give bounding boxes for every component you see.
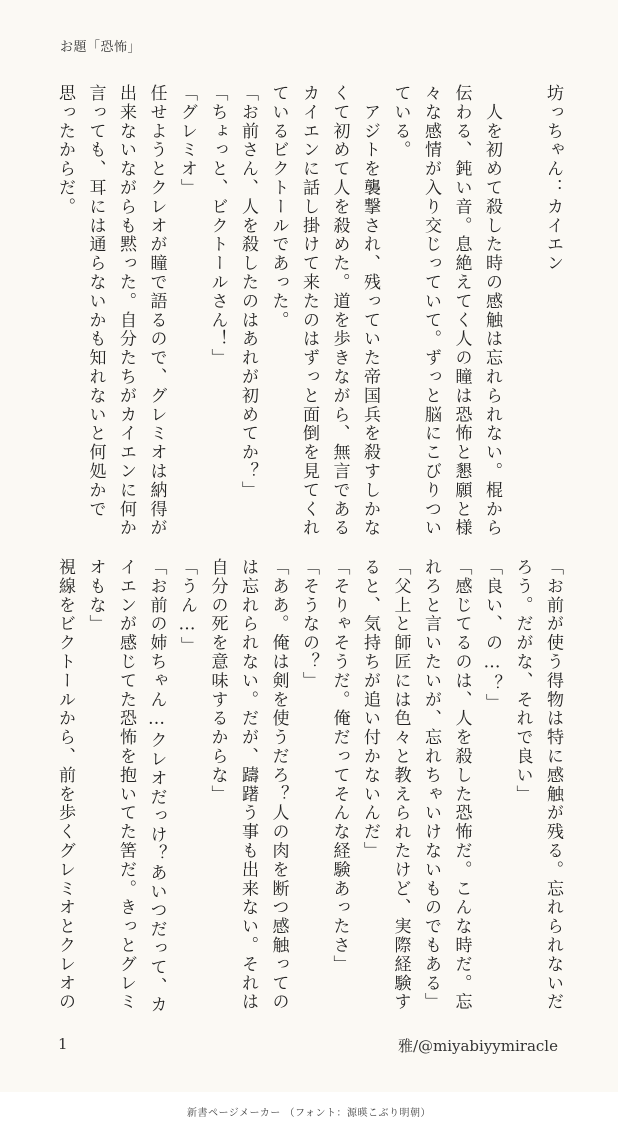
text-line: 任せようとクレオが瞳で語るので、グレミオは納得が <box>146 84 167 538</box>
text-line: 「うん…」 <box>177 558 197 656</box>
text-line: 々な感情が入り交じっていて。ずっと脳にこびりつい <box>421 84 441 538</box>
text-line: アジトを襲撃され、残っていた帝国兵を殺すしかな <box>360 84 380 538</box>
text-line: 思ったからだ。 <box>55 84 75 217</box>
text-line: ているビクトールであった。 <box>268 84 289 330</box>
text-column-top <box>50 84 569 538</box>
text-line: 「そりゃそうだ。俺だってそんな経験あったさ」 <box>329 558 350 974</box>
text-line <box>507 84 538 524</box>
author-handle: 雅/@miyabiyymiracle <box>397 1037 558 1055</box>
text-line: 「ああ。俺は剣を使うだろ？人の肉を断つ感触っての <box>268 558 289 1012</box>
text-line: ろう。だがな、それで良い」 <box>512 558 533 804</box>
text-line: 「父上と師匠には色々と教えられたけど、実際経験す <box>390 558 411 1012</box>
text-line: 「そうなの？」 <box>299 558 319 691</box>
generator-credit: 新書ページメーカー （フォント：源暎こぶり明朝） <box>187 1108 431 1119</box>
text-line: くて初めて人を殺めた。道を歩きながら、無言である <box>329 84 350 538</box>
text-line: 「お前が使う得物は特に感触が残る。忘れられないだ <box>543 558 563 1012</box>
text-line: 「お前さん、人を殺したのはあれが初めてか？」 <box>238 84 258 500</box>
text-line: れろと言いたいが、忘れちゃいけないものでもある」 <box>421 558 441 1012</box>
text-line: 伝わる、鈍い音。息絶えてく人の瞳は恐怖と懇願と様 <box>451 84 472 538</box>
text-line: イエンが感じてた恐怖を抱いてた筈だ。きっとグレミ <box>116 558 136 1012</box>
text-line: 「感じてるのは、人を殺した恐怖だ。こんな時だ。忘 <box>451 558 472 1012</box>
text-line: 「お前の姉ちゃん…クレオだっけ？あいつだって、カ <box>146 558 167 1015</box>
text-line: 人を初めて殺した時の感触は忘れられない。棍から <box>482 84 502 538</box>
text-line: 言っても、耳には通らないかも知れないと何処かで <box>85 84 106 519</box>
text-line: ている。 <box>390 84 411 160</box>
text-line: 出来ないながらも黙った。自分たちがカイエンに何か <box>116 84 136 538</box>
text-line: は忘れられない。だが、躊躇う事も出来ない。それは <box>238 558 258 1012</box>
page-title: お題「恐怖」 <box>60 40 142 55</box>
text-line: 視線をビクトールから、前を歩くグレミオとクレオの <box>55 558 75 1012</box>
page-number: 1 <box>58 1035 68 1053</box>
text-line: ると、気持ちが追い付かないんだ」 <box>360 558 380 861</box>
text-line: オもな」 <box>85 558 106 634</box>
text-line: 自分の死を意味するからな」 <box>207 558 228 804</box>
text-line: 「良い、の…？」 <box>482 558 502 713</box>
text-line: カイエンに話し掛けて来たのはずっと面倒を見てくれ <box>299 84 319 538</box>
text-column-bottom <box>50 558 569 1015</box>
text-line: 「ちょっと、ビクトールさん！」 <box>207 84 228 368</box>
text-line: 坊っちゃん：カイエン <box>543 84 563 273</box>
text-line: 「グレミオ」 <box>177 84 197 198</box>
